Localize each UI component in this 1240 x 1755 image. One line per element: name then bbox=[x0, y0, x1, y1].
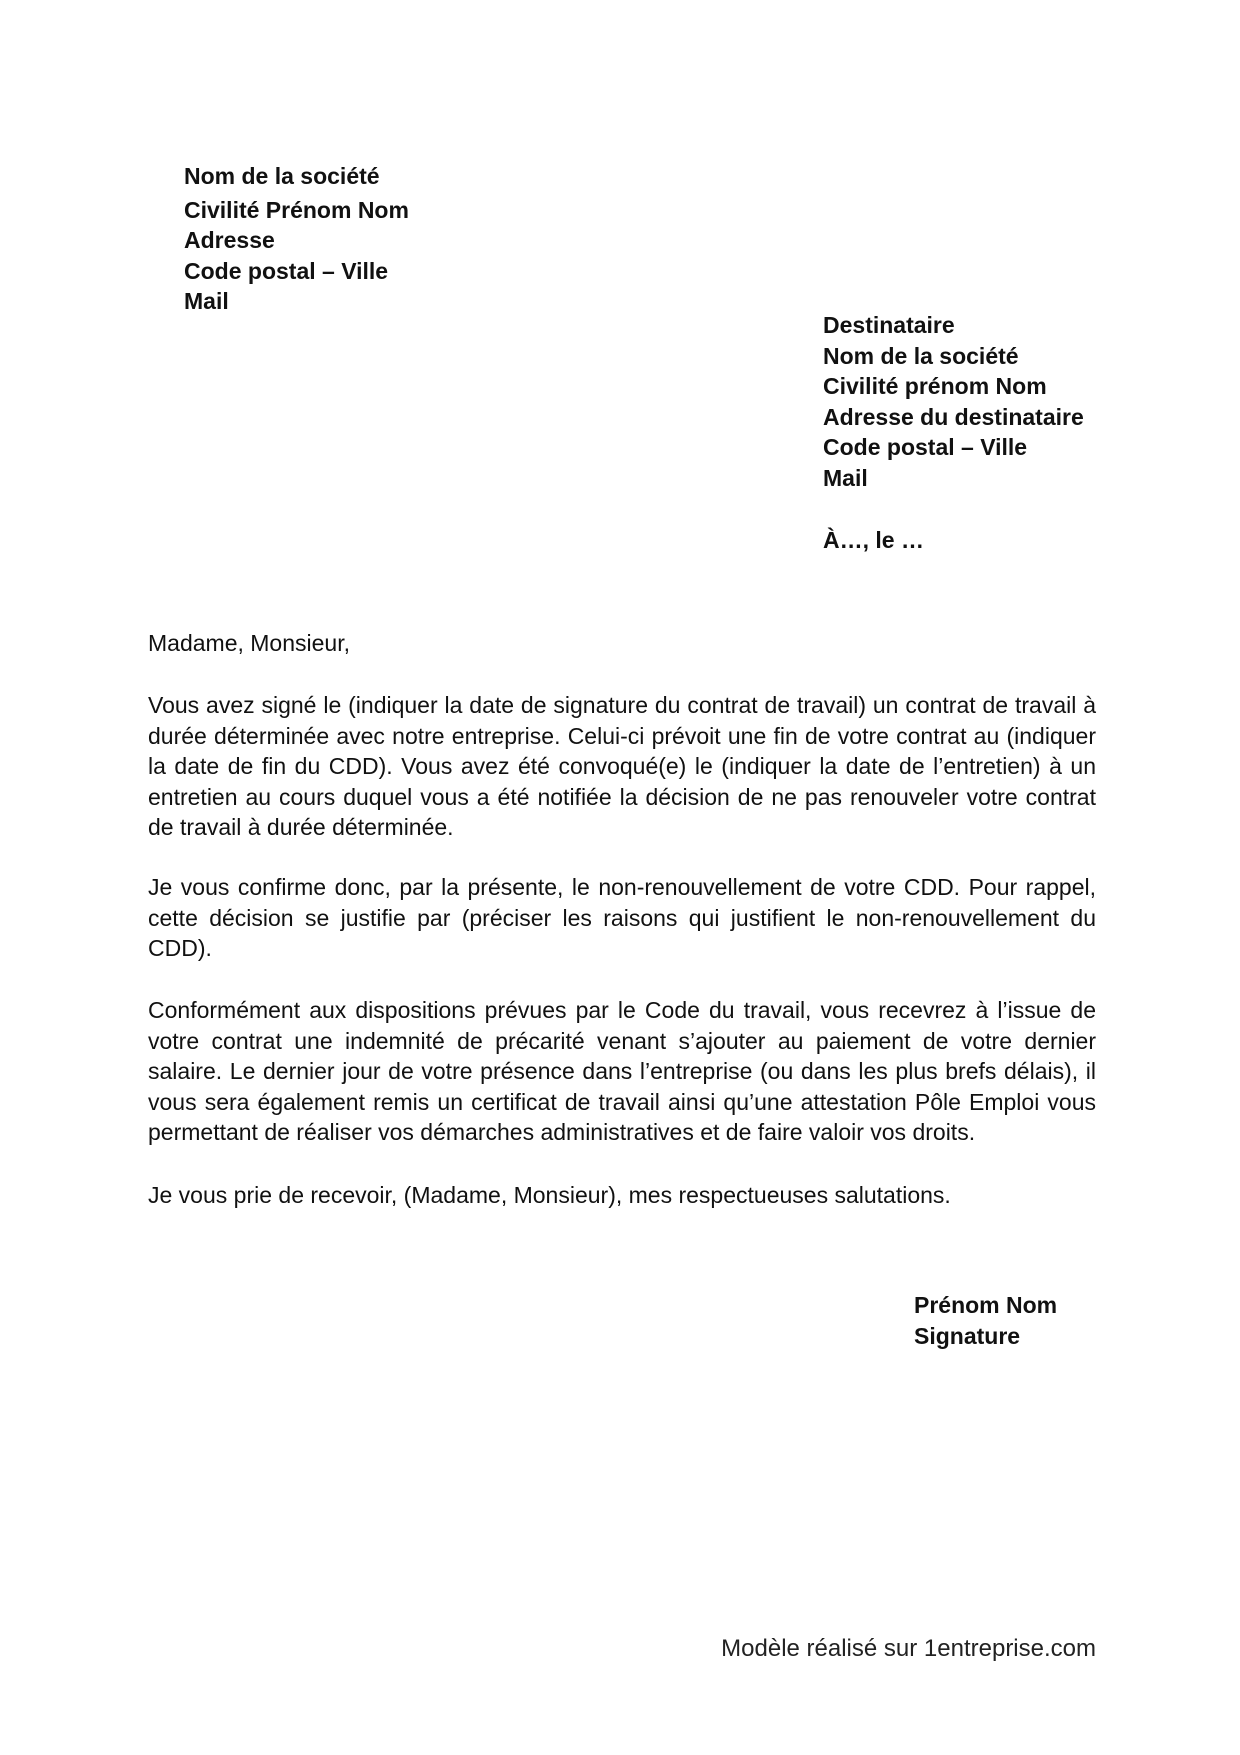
place-date: À…, le … bbox=[823, 527, 924, 553]
sender-city: Code postal – Ville bbox=[184, 257, 389, 284]
recipient-company: Nom de la société bbox=[823, 342, 1019, 369]
signature-block bbox=[914, 1290, 1057, 1351]
salutation: Madame, Monsieur, bbox=[148, 630, 350, 656]
sender-name: Civilité Prénom Nom bbox=[184, 196, 409, 223]
recipient-name: Civilité prénom Nom bbox=[823, 373, 1047, 399]
footer-credit: Modèle réalisé sur 1entreprise.com bbox=[721, 1635, 1096, 1662]
recipient-label: Destinataire bbox=[823, 312, 955, 338]
recipient-address: Adresse du destinataire bbox=[823, 403, 1084, 430]
paragraph-indemnity: Conformément aux dispositions prévues par le Code du travail, vous recevrez à l’issue de votre contrat une indemnité de précarité venant s’ajouter au paiement de votre dernier salaire. Le dernier jour de votre présence dans l’entreprise (ou dans les plus brefs délais), il vous sera également remis un certificat de travail ainsi qu’une attestation Pôle Emploi vous permettant de réaliser vos démarches administratives et de faire valoir vos droits. bbox=[148, 997, 1096, 1146]
sender-mail: Mail bbox=[184, 288, 229, 314]
paragraph-contract: Vous avez signé le (indiquer la date de signature du contrat de travail) un contrat de travail à durée déterminée avec notre entreprise. Celui-ci prévoit une fin de votre contrat au (indiquer la date de fin du CDD). Vous avez été convoqué(e) le (indiquer la date de l’entretien) à un entretien au cours duquel vous a été notifiée la décision de ne pas renouveler votre contrat de travail à durée déterminée. bbox=[148, 692, 1096, 841]
sender-company: Nom de la société bbox=[184, 163, 380, 189]
sender-address: Adresse bbox=[184, 227, 275, 253]
recipient-block bbox=[823, 310, 1084, 493]
sender-block bbox=[184, 161, 409, 317]
recipient-city: Code postal – Ville bbox=[823, 434, 1028, 460]
signature-label: Signature bbox=[914, 1322, 1021, 1349]
recipient-mail: Mail bbox=[823, 464, 868, 491]
paragraph-confirmation: Je vous confirme donc, par la présente, le non-renouvellement de votre CDD. Pour rappel, cette décision se justifie par (préciser les raisons qui justifient le non-renouvellement du CDD). bbox=[148, 874, 1096, 962]
signature-name: Prénom Nom bbox=[914, 1292, 1058, 1318]
closing-formula: Je vous prie de recevoir, (Madame, Monsieur), mes respectueuses salutations. bbox=[148, 1182, 951, 1208]
